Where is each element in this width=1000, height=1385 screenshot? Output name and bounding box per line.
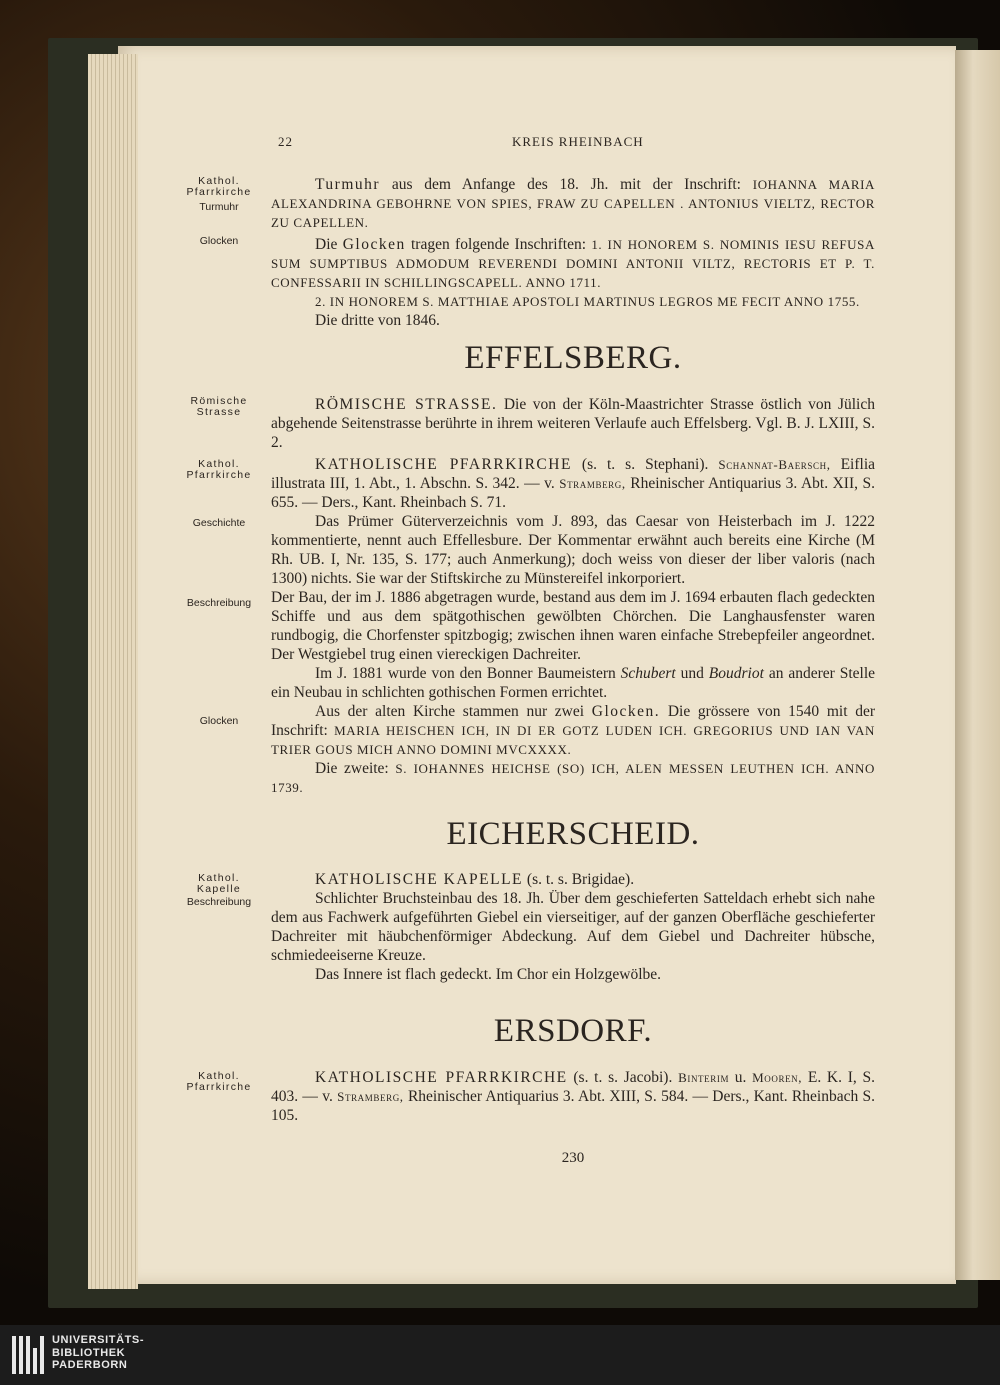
- signature-number: 230: [561, 1150, 585, 1166]
- text-block-effelsberg: [271, 395, 875, 797]
- library-logo-text: [52, 1334, 144, 1372]
- margin-note: Kathol. Pfarrkirche: [186, 1070, 252, 1093]
- logo-line: BIBLIOTHEK: [52, 1346, 126, 1359]
- section-heading: ERSDORF.: [493, 1013, 653, 1049]
- inscription: 1. IN HONOREM S. NOMINIS IESU REFUSA SUM SUMPTIBUS ADMODUM REVERENDI DOMINI ANTONII VILTZ, RECTORIS ET P. T. CONFESSARII IN SCHILLINGSCAPELL. ANNO 1711.: [271, 237, 875, 290]
- body-text: (s. t. s. Jacobi).: [567, 1069, 679, 1086]
- body-text: tragen folgende Inschriften:: [405, 236, 592, 253]
- section-heading: EICHERSCHEID.: [446, 816, 700, 852]
- body-text: (s. t. s. Brigidae).: [523, 871, 635, 888]
- keyword: Turmuhr: [315, 176, 381, 193]
- margin-note: Beschreibung: [186, 896, 252, 908]
- margin-note: Geschichte: [192, 517, 246, 529]
- author-name: Schannat-Baersch,: [718, 457, 831, 472]
- body-text: Die von der Köln-Maastrichter Strasse östlich von Jülich abgehende Seitenstrasse berührte in ihrem weiteren Verlaufe auch Effelsberg. Vgl. B. J. LXIII, S. 2.: [271, 396, 875, 451]
- page-number: 22: [278, 134, 293, 149]
- margin-note: Kathol. Kapelle: [196, 872, 242, 895]
- margin-note: Römische Strasse: [190, 395, 248, 418]
- body-text: u.: [729, 1069, 753, 1086]
- running-title: KREIS RHEINBACH: [512, 134, 644, 149]
- body-text: Rheinischer Antiquarius 3. Abt. XIII, S. 584. — Ders., Kant. Rheinbach S. 105.: [271, 1088, 876, 1124]
- section-heading: EFFELSBERG.: [464, 340, 682, 376]
- text-block-eicherscheid: [271, 870, 875, 984]
- body-text: Der Bau, der im J. 1886 abgetragen wurde, bestand aus dem im J. 1694 erbauten flach gedeckten Schiffe und aus dem spätgothischen gewölbten Chörchen. Die Langhausfenster waren rundbogig, die Chorfenster spitzbogig; zwischen ihnen waren einfache Strebepfeiler angeordnet. Der Westgiebel trug einen viereckigen Dachreiter.: [271, 589, 875, 663]
- margin-note: Kathol. Pfarrkirche: [186, 175, 252, 198]
- body-text: Das Prümer Güterverzeichnis vom J. 893, das Caesar von Heisterbach im J. 1222 kommentierte, nennt auch Effellesbure. Der Kommentar erwähnt auch bereits eine Kirche (M Rh. UB. I, Nr. 135, S. 177; auch Anmerkung); doch weiss von dieser der liber valoris (nach 1300) nichts. Sie war der Stiftskirche zu Münstereifel inkorporiert.: [271, 513, 875, 587]
- margin-note: Glocken: [199, 715, 239, 727]
- architect-name: Schubert: [620, 665, 676, 682]
- keyword: Glocken: [342, 236, 406, 253]
- library-logo-icon: [12, 1336, 44, 1374]
- author-name: Stramberg,: [337, 1089, 404, 1104]
- keyword: RÖMISCHE STRASSE.: [315, 396, 498, 413]
- body-text: Die dritte von 1846.: [315, 312, 440, 329]
- body-text: Die zweite:: [315, 760, 396, 777]
- body-text: Rheinischer Antiquarius 3. Abt. XII, S. 655. — Ders., Kant. Rheinbach S. 71.: [271, 475, 875, 511]
- keyword: KATHOLISCHE PFARRKIRCHE: [315, 1069, 568, 1086]
- body-text: und: [675, 665, 709, 682]
- margin-note: Glocken: [199, 235, 239, 247]
- body-text: Die grössere von 1540 mit der Inschrift:: [271, 703, 875, 739]
- body-text: Die: [315, 236, 343, 253]
- keyword: KATHOLISCHE PFARRKIRCHE: [315, 456, 572, 473]
- body-text: Im J. 1881 wurde von den Bonner Baumeistern: [315, 665, 621, 682]
- inscription: 2. IN HONOREM S. MATTHIAE APOSTOLI MARTINUS LEGROS ME FECIT ANNO 1755.: [315, 294, 860, 309]
- margin-note: Beschreibung: [186, 597, 252, 609]
- body-text: (s. t. s. Stephani).: [571, 456, 719, 473]
- body-text: Das Innere ist flach gedeckt. Im Chor ein Holzgewölbe.: [315, 966, 662, 983]
- logo-line: UNIVERSITÄTS-: [52, 1334, 145, 1346]
- text-block-capellen: [271, 175, 875, 330]
- author-name: Mooren,: [752, 1070, 803, 1085]
- architect-name: Boudriot: [708, 665, 764, 682]
- body-text: Schlichter Bruchsteinbau des 18. Jh. Über dem geschieferten Satteldach erhebt sich nahe dem aus Fachwerk aufgeführten Giebel ein vierseitiger, auf der ganzen Oberfläche geschieferter Dachreiter mit häubchenförmiger Abdeckung. Auf dem Giebel und Dachreiter hübsche, schmiedeeiserne Kreuze.: [271, 890, 875, 964]
- author-name: Stramberg,: [559, 476, 626, 491]
- body-text: Eiflia illustrata III, 1. Abt., 1. Abschn. S. 342. — v.: [271, 456, 876, 492]
- body-text: Aus der alten Kirche stammen nur zwei: [315, 703, 592, 720]
- author-name: Binterim: [678, 1070, 730, 1085]
- logo-line: PADERBORN: [52, 1359, 128, 1371]
- margin-note: Turmuhr: [199, 201, 239, 213]
- inscription: MARIA HEISCHEN ICH, IN DI ER GOTZ LUDEN ICH. GREGORIUS UND IAN VAN TRIER GOUS MICH ANNO DOMINI MVCXXXX.: [271, 723, 875, 757]
- body-text: an anderer Stelle ein Neubau in schlichten gothischen Formen errichtet.: [271, 665, 876, 701]
- keyword: Glocken.: [591, 703, 661, 720]
- margin-note: Kathol. Pfarrkirche: [186, 458, 252, 481]
- library-footer: [0, 1325, 1000, 1385]
- inscription: S. IOHANNES HEICHSE (SO) ICH, ALEN MESSEN LEUTHEN ICH. ANNO 1739.: [271, 761, 875, 795]
- keyword: KATHOLISCHE KAPELLE: [315, 871, 524, 888]
- inscription: IOHANNA MARIA ALEXANDRINA GEBOHRNE VON SPIES, FRAW ZU CAPELLEN . ANTONIUS VIELTZ, RECTOR ZU CAPELLEN.: [271, 177, 876, 230]
- body-text: E. K. I, S. 403. — v.: [271, 1069, 875, 1105]
- text-block-ersdorf: [271, 1068, 875, 1125]
- body-text: aus dem Anfange des 18. Jh. mit der Inschrift:: [380, 176, 753, 193]
